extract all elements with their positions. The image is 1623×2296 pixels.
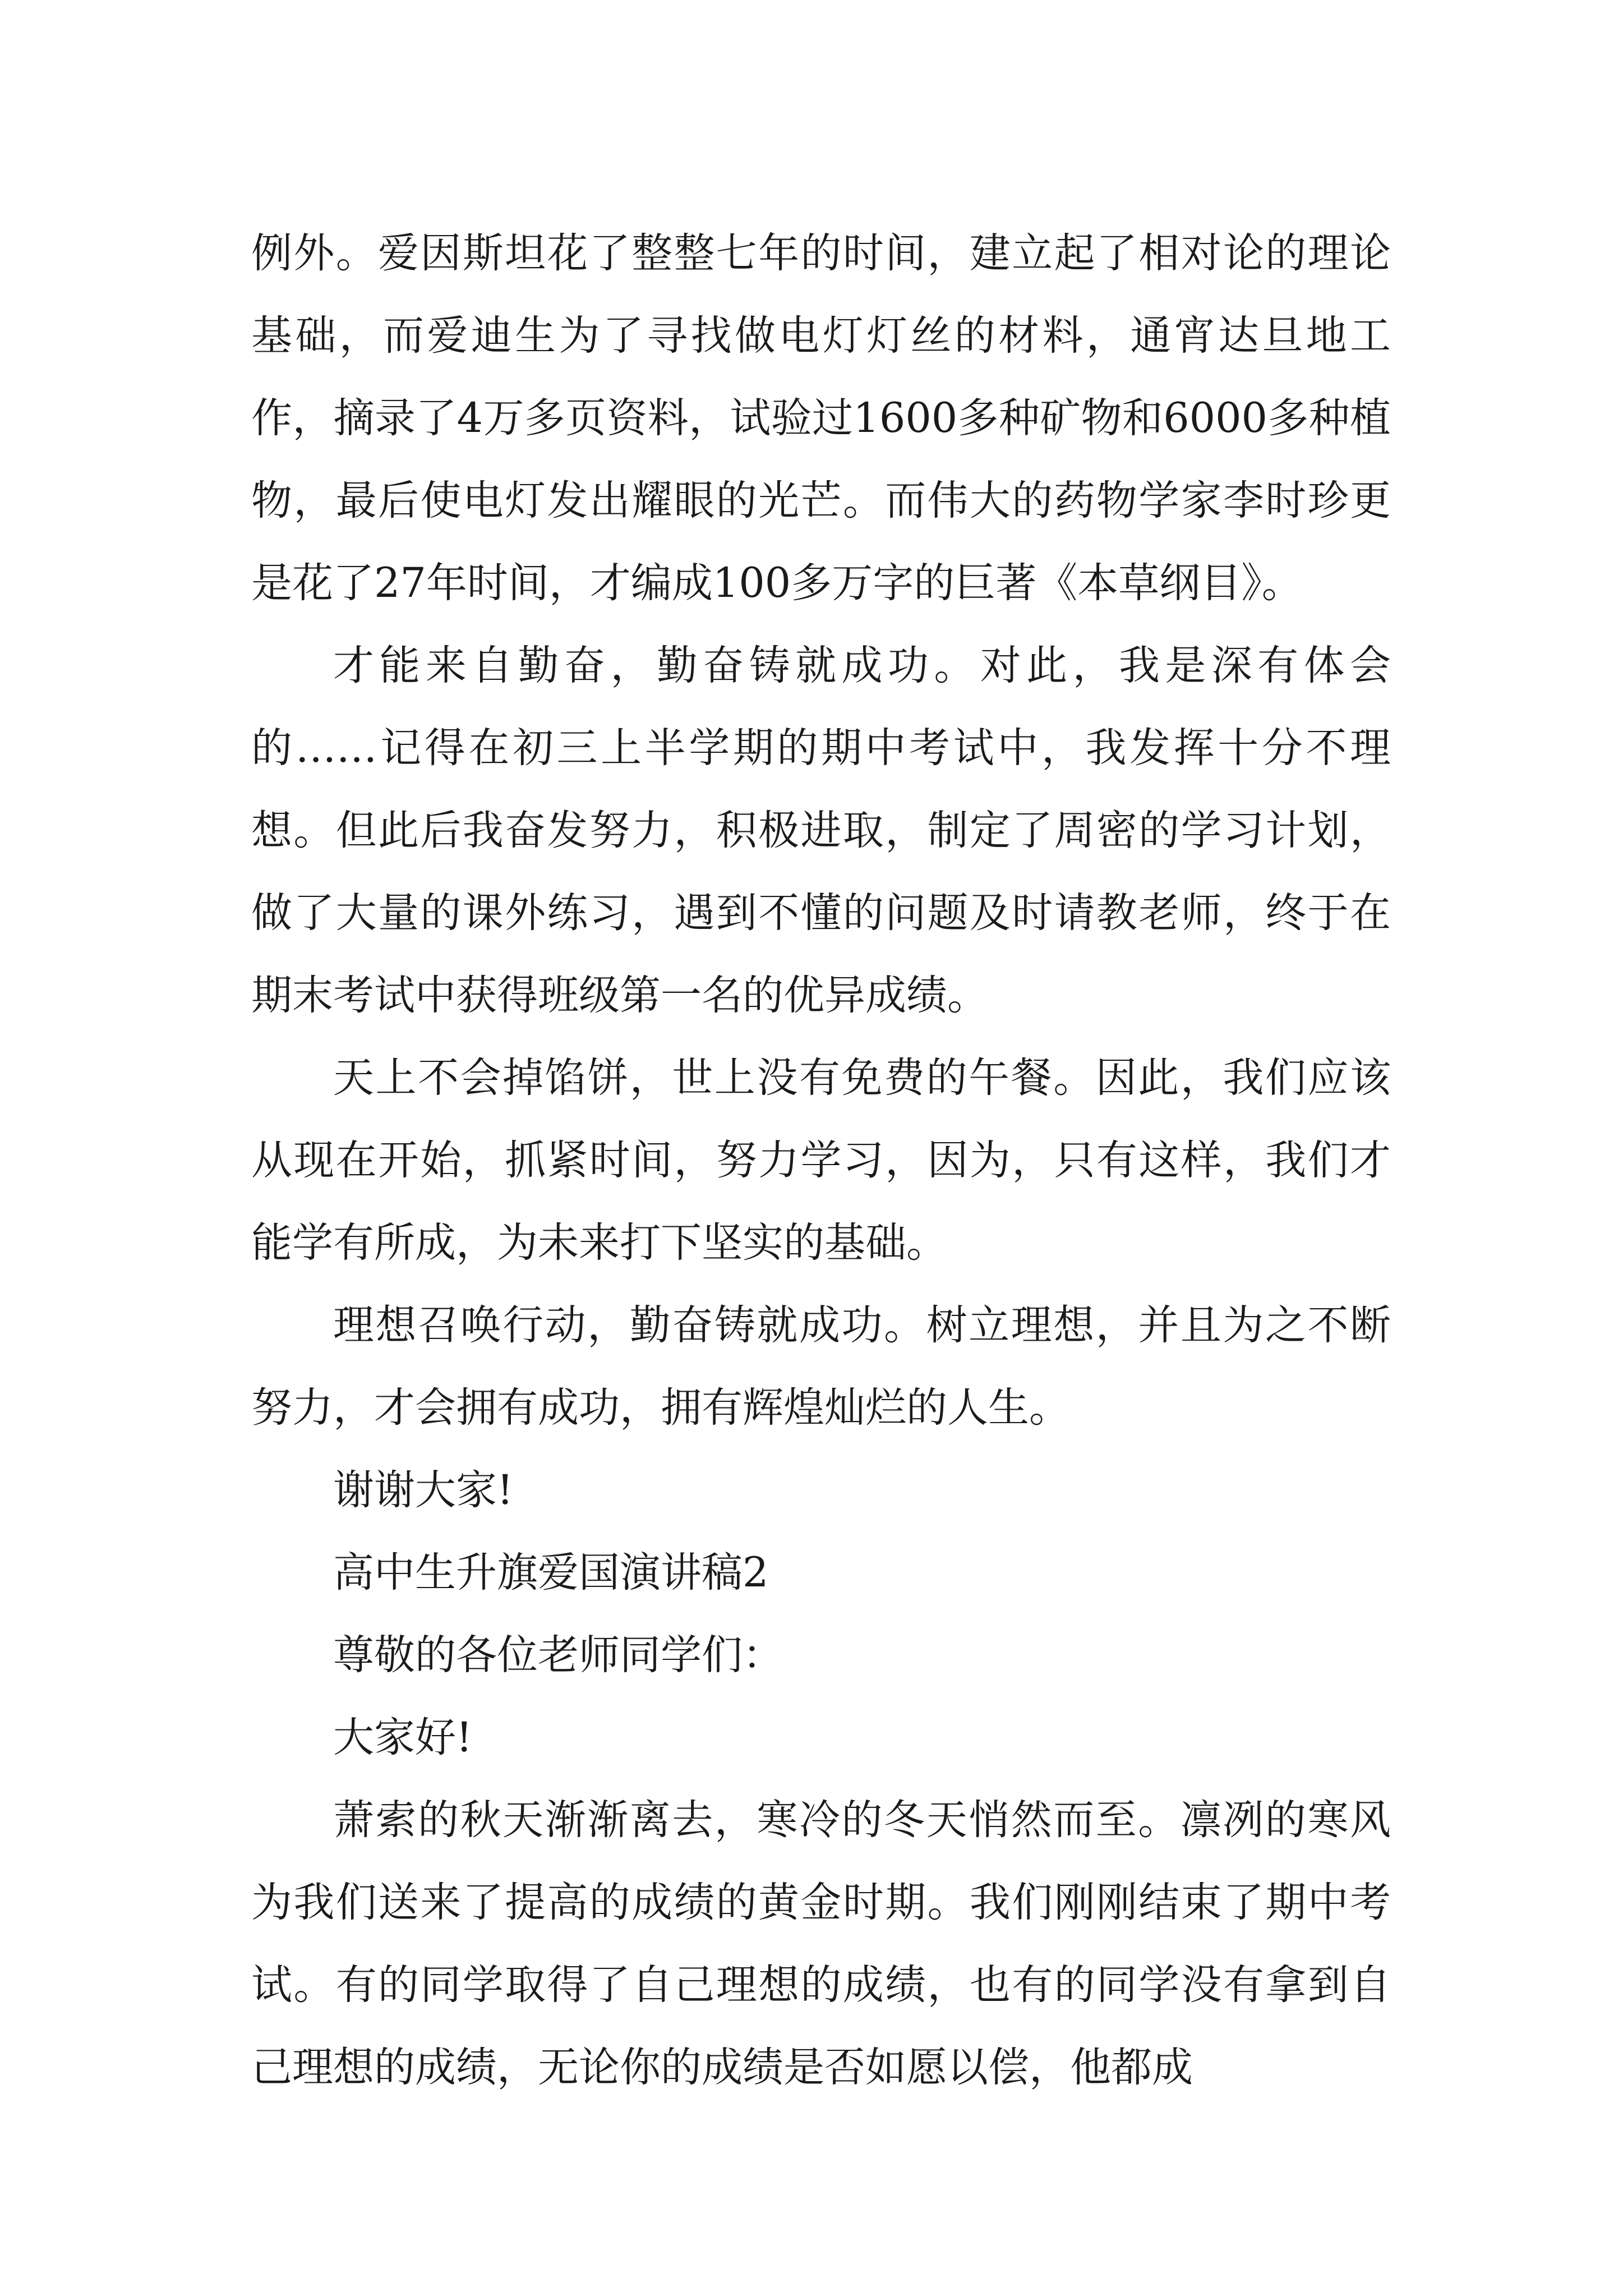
- salutation: 尊敬的各位老师同学们：: [333, 1631, 783, 1679]
- paragraph-2: 才能来自勤奋，勤奋铸就成功。对此，我是深有体会的……记得在初三上半学期的期中考试中，我发挥十分不理想。但此后我奋发努力，积极进取，制定了周密的学习计划，做了大量的课外练习，遇到不懂的问题及时请教老师，终于在期末考试中获得班级第一名的优异成绩。: [251, 642, 1391, 1019]
- section-title: 高中生升旗爱国演讲稿2: [333, 1549, 769, 1596]
- greeting: 大家好!: [333, 1714, 473, 1761]
- paragraph-1: 例外。爱因斯坦花了整整七年的时间，建立起了相对论的理论基础，而爱迪生为了寻找做电灯灯丝的材料，通宵达旦地工作，摘录了4万多页资料，试验过1600多种矿物和6000多种植物，最后使电灯发出耀眼的光芒。而伟大的药物学家李时珍更是花了27年时间，才编成100多万字的巨著《本草纲目》。: [251, 229, 1391, 607]
- closing-thanks: 谢谢大家!: [333, 1466, 514, 1514]
- paragraph-5: 萧索的秋天渐渐离去，寒冷的冬天悄然而至。凛冽的寒风为我们送来了提高的成绩的黄金时期。我们刚刚结束了期中考试。有的同学取得了自己理想的成绩，也有的同学没有拿到自己理想的成绩，无论你的成绩是否如愿以偿，他都成: [251, 1796, 1391, 2091]
- document-body: [251, 212, 1391, 2109]
- paragraph-3: 天上不会掉馅饼，世上没有免费的午餐。因此，我们应该从现在开始，抓紧时间，努力学习，因为，只有这样，我们才能学有所成，为未来打下坚实的基础。: [251, 1054, 1391, 1267]
- paragraph-4: 理想召唤行动，勤奋铸就成功。树立理想，并且为之不断努力，才会拥有成功，拥有辉煌灿烂的人生。: [251, 1301, 1391, 1432]
